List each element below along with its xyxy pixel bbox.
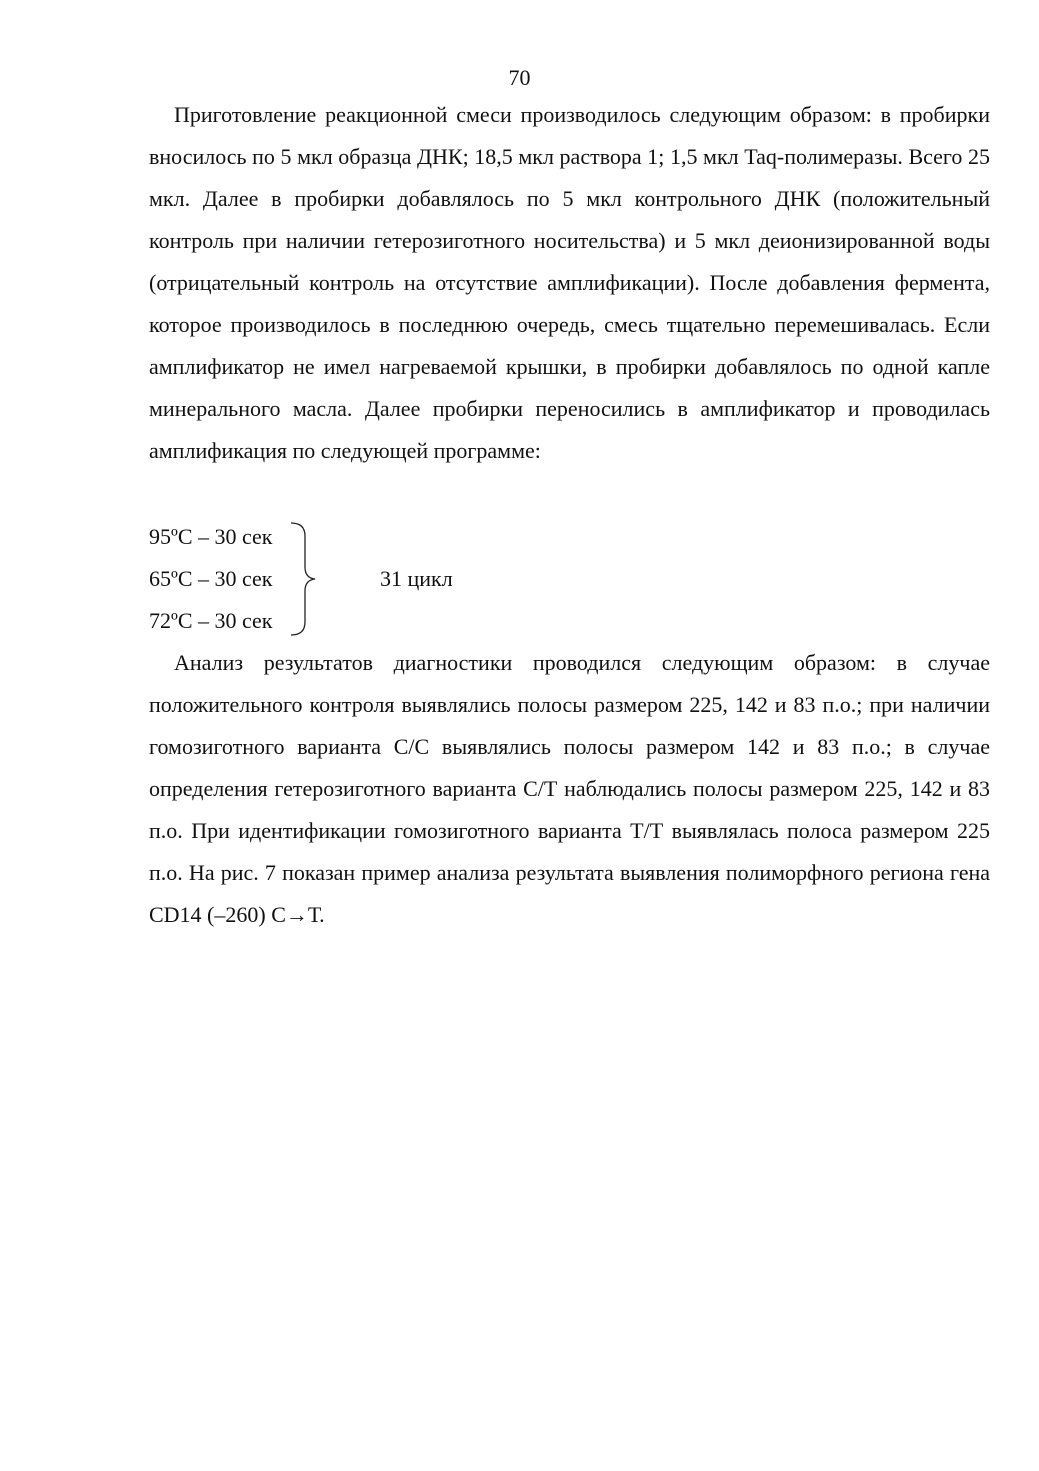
paragraph-results-analysis-text: Анализ результатов диагностики проводился следующим образом: в случае положительного контроля выявлялись полосы размером 225, 142 и 83 п.о.; при наличии гомозиготного варианта С/С выявлялись полосы размером 142 и 83 п.о.; в случае определения гетерозиготного варианта С/Т наблюдались полосы размером 225, 142 и 83 п.о. При идентификации гомозиготного варианта Т/Т выявлялась полоса размером 225 п.о. На рис. 7 показан пример анализа результата выявления полиморфного региона гена CD14 (–260) С→Т. — [149, 650, 990, 927]
paragraph-reaction-mix — [149, 94, 990, 472]
program-step-annealing: 65ºC – 30 сек — [149, 566, 273, 591]
program-step-denaturation: 95ºC – 30 сек — [149, 524, 273, 549]
paragraph-reaction-mix-text: Приготовление реакционной смеси производилось следующим образом: в пробирки вносилось по 5 мкл образца ДНК; 18,5 мкл раствора 1; 1,5 мкл Taq-полимеразы. Всего 25 мкл. Далее в пробирки добавлялось по 5 мкл контрольного ДНК (положительный контроль при наличии гетерозиготного носительства) и 5 мкл деионизированной воды (отрицательный контроль на отсутствие амплификации). После добавления фермента, которое производилось в последнюю очередь, смесь тщательно перемешивалась. Если амплификатор не имел нагреваемой крышки, в пробирки добавлялось по одной капле минерального масла. Далее пробирки переносились в амплификатор и проводилась амплификация по следующей программе: — [149, 102, 990, 463]
curly-brace-icon — [289, 520, 329, 638]
page-number: 70 — [508, 65, 531, 90]
amplification-program — [149, 516, 649, 642]
paragraph-results-analysis — [149, 642, 990, 936]
cycle-count: 31 цикл — [380, 566, 453, 591]
program-step-extension: 72ºC – 30 сек — [149, 608, 273, 633]
